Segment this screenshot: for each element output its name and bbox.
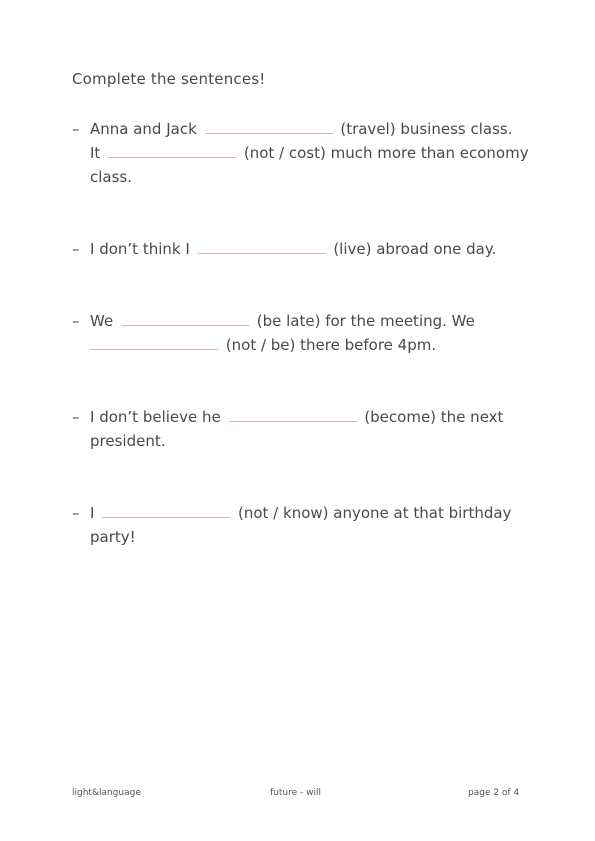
exercise-line bbox=[72, 165, 532, 189]
dash-bullet: – bbox=[72, 408, 80, 426]
answer-blank[interactable] bbox=[102, 502, 230, 518]
dash-bullet: – bbox=[72, 504, 80, 522]
exercise-line bbox=[72, 117, 532, 141]
exercise-3 bbox=[72, 309, 532, 357]
exercise-line bbox=[72, 501, 532, 525]
instruction-heading: Complete the sentences! bbox=[72, 70, 266, 88]
exercise-line bbox=[72, 141, 532, 165]
answer-blank[interactable] bbox=[90, 334, 218, 350]
sentence-text: party! bbox=[90, 528, 136, 546]
exercise-4 bbox=[72, 405, 532, 453]
dash-bullet: – bbox=[72, 240, 80, 258]
exercise-line bbox=[72, 429, 532, 453]
sentence-text: (become) the next bbox=[364, 408, 504, 426]
answer-blank[interactable] bbox=[229, 406, 357, 422]
dash-bullet: – bbox=[72, 312, 80, 330]
sentence-text: class. bbox=[90, 168, 133, 186]
sentence-text: We bbox=[90, 312, 114, 330]
sentence-text: I bbox=[90, 504, 95, 522]
sentence-text: I don’t think I bbox=[90, 240, 190, 258]
sentence-text: (not / know) anyone at that birthday bbox=[238, 504, 512, 522]
answer-blank[interactable] bbox=[205, 118, 333, 134]
exercise-line bbox=[72, 237, 532, 261]
answer-blank[interactable] bbox=[121, 310, 249, 326]
answer-blank[interactable] bbox=[108, 142, 236, 158]
footer-brand: light&language bbox=[72, 788, 141, 798]
footer-page-number: page 2 of 4 bbox=[468, 788, 520, 798]
sentence-text: (not / cost) much more than economy bbox=[243, 144, 529, 162]
exercise-1 bbox=[72, 117, 532, 189]
dash-bullet: – bbox=[72, 120, 80, 138]
footer-topic: future - will bbox=[270, 788, 321, 798]
exercise-line bbox=[72, 309, 532, 333]
exercise-2 bbox=[72, 237, 532, 261]
sentence-text: (live) abroad one day. bbox=[333, 240, 497, 258]
exercise-line bbox=[72, 525, 532, 549]
sentence-text: (be late) for the meeting. We bbox=[256, 312, 475, 330]
sentence-text: (travel) business class. bbox=[340, 120, 513, 138]
sentence-text: It bbox=[90, 144, 101, 162]
sentence-text: (not / be) there before 4pm. bbox=[225, 336, 437, 354]
sentence-text: Anna and Jack bbox=[90, 120, 197, 138]
sentence-text: president. bbox=[90, 432, 166, 450]
exercise-line bbox=[72, 333, 532, 357]
sentence-text: I don’t believe he bbox=[90, 408, 221, 426]
exercise-5 bbox=[72, 501, 532, 549]
answer-blank[interactable] bbox=[198, 238, 326, 254]
exercise-line bbox=[72, 405, 532, 429]
